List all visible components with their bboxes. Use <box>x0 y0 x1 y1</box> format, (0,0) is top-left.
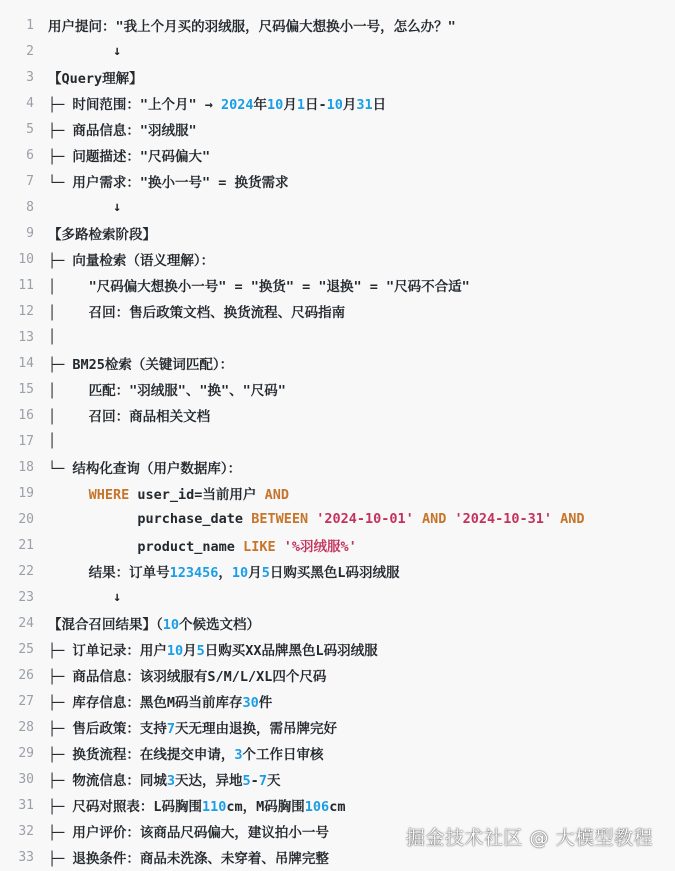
code-token: 年 <box>253 97 268 113</box>
code-token: │ 召回：售后政策文档、换货流程、尺码指南 <box>48 305 346 321</box>
code-token: '%羽绒服%' <box>283 539 357 555</box>
line-code <box>48 535 357 555</box>
code-line <box>0 324 675 350</box>
code-token: '2024-10-01' <box>316 511 414 527</box>
line-code <box>48 93 386 113</box>
code-token <box>48 487 89 503</box>
code-token: ├─ 商品信息："羽绒服" <box>48 123 197 139</box>
code-token: AND <box>421 511 447 527</box>
code-token: ↓ <box>48 43 122 59</box>
line-number: 2 <box>26 43 34 59</box>
line-code <box>48 665 326 685</box>
line-number: 6 <box>26 147 34 163</box>
line-code <box>48 405 210 425</box>
code-token: 【Query理解】 <box>48 71 143 87</box>
code-token: ├─ 用户评价：该商品尺码偏大，建议拍小一号 <box>48 825 329 841</box>
line-number: 17 <box>18 433 34 449</box>
code-token: ， <box>218 565 232 581</box>
code-token: 日- <box>304 97 327 113</box>
code-token: 3 <box>166 773 176 789</box>
line-code <box>48 769 280 789</box>
line-number: 33 <box>18 849 34 865</box>
line-code <box>48 145 210 165</box>
code-line <box>0 38 675 64</box>
code-token: product_name <box>48 539 244 555</box>
code-token: ├─ 库存信息：黑色M码当前库存 <box>48 695 243 711</box>
code-token: ├─ 订单记录：用户 <box>48 643 167 659</box>
code-token: 30 <box>242 695 259 711</box>
code-token: 个候选文档） <box>179 617 261 633</box>
code-token: '2024-10-31' <box>454 511 553 527</box>
code-token: 【多路检索阶段】 <box>48 227 156 243</box>
code-line <box>0 90 675 116</box>
code-token: │ <box>48 433 57 449</box>
code-token: 天 <box>266 773 281 789</box>
line-code <box>48 43 121 59</box>
line-number: 3 <box>26 69 34 85</box>
code-token: │ <box>48 329 57 345</box>
code-line <box>0 688 675 714</box>
code-token: - <box>250 773 259 789</box>
code-token: user_id=当前用户 <box>129 487 265 503</box>
code-token: 106 <box>304 799 330 815</box>
code-token: WHERE <box>88 487 130 503</box>
code-line <box>0 402 675 428</box>
code-token: 10 <box>162 617 180 633</box>
code-line <box>0 636 675 662</box>
code-token: ├─ 换货流程：在线提交申请， <box>48 747 235 763</box>
code-token: ├─ 尺码对照表：L码胸围 <box>48 799 203 815</box>
code-token <box>276 539 284 555</box>
code-token: AND <box>560 511 585 527</box>
line-code <box>48 483 289 503</box>
code-line <box>0 64 675 90</box>
code-token: 5 <box>196 643 205 659</box>
code-token: 天无理由退换，需吊牌完好 <box>175 721 338 737</box>
line-code <box>48 249 214 269</box>
code-line <box>0 194 675 220</box>
code-token: 用户提问："我上个月买的羽绒服，尺码偏大想换小一号，怎么办？" <box>48 19 456 35</box>
code-line <box>0 506 675 532</box>
code-line <box>0 662 675 688</box>
line-code <box>48 353 233 373</box>
code-line <box>0 454 675 480</box>
code-token: cm <box>329 799 346 815</box>
code-token: 月 <box>283 97 297 113</box>
line-number: 1 <box>26 17 34 33</box>
code-line <box>0 350 675 376</box>
line-number: 8 <box>26 199 34 215</box>
line-code <box>48 743 324 763</box>
line-number: 4 <box>26 95 34 111</box>
line-code <box>48 457 241 477</box>
code-token: purchase_date <box>48 511 252 527</box>
line-code <box>48 589 121 605</box>
line-code <box>48 433 56 449</box>
code-token: LIKE <box>243 539 276 555</box>
code-token: └─ 结构化查询（用户数据库）： <box>48 461 242 477</box>
line-code <box>48 691 272 711</box>
code-token: │ "尺码偏大想换小一号" = "换货" = "退换" = "尺码不合适" <box>48 279 470 295</box>
code-token: ├─ 问题描述："尺码偏大" <box>48 149 211 165</box>
code-line <box>0 766 675 792</box>
code-line <box>0 610 675 636</box>
code-token: 3 <box>234 747 243 763</box>
line-code <box>48 795 345 815</box>
line-code <box>48 847 329 867</box>
line-number: 23 <box>18 589 34 605</box>
code-token: 月 <box>183 643 197 659</box>
line-number: 10 <box>18 251 34 267</box>
line-code <box>48 223 156 243</box>
line-code <box>48 561 399 581</box>
line-number: 11 <box>18 277 34 293</box>
code-token: ├─ 商品信息：该羽绒服有S/M/L/XL四个尺码 <box>48 669 327 685</box>
code-line <box>0 792 675 818</box>
line-number: 15 <box>18 381 34 397</box>
code-token: 31 <box>356 97 373 113</box>
line-number: 27 <box>18 693 34 709</box>
code-line <box>0 12 675 38</box>
code-token: ├─ 退换条件：商品未洗涤、未穿着、吊牌完整 <box>48 851 329 867</box>
code-line <box>0 532 675 558</box>
code-token: 10 <box>166 643 184 659</box>
line-number: 32 <box>18 823 34 839</box>
code-token: ↓ <box>48 199 122 215</box>
code-token: 7 <box>166 721 176 737</box>
line-number: 30 <box>18 771 34 787</box>
code-token: 2024 <box>221 97 254 113</box>
code-token: ├─ 时间范围："上个月" → <box>48 97 222 113</box>
code-line <box>0 142 675 168</box>
line-code <box>48 613 260 633</box>
code-token: 10 <box>231 565 249 581</box>
code-line <box>0 740 675 766</box>
line-code <box>48 329 56 345</box>
code-token: 日购买XX品牌黑色L码羽绒服 <box>204 643 378 659</box>
code-token: 【混合召回结果】（ <box>48 617 163 633</box>
code-token: 月 <box>248 565 262 581</box>
code-line <box>0 246 675 272</box>
code-token: 件 <box>258 695 273 711</box>
code-line <box>0 428 675 454</box>
line-code <box>48 199 121 215</box>
line-code <box>48 639 378 659</box>
code-line <box>0 116 675 142</box>
line-code <box>48 717 337 737</box>
line-code <box>48 15 456 35</box>
code-line <box>0 714 675 740</box>
line-number: 5 <box>26 121 34 137</box>
line-number: 14 <box>18 355 34 371</box>
line-number: 19 <box>18 485 34 501</box>
code-line <box>0 168 675 194</box>
watermark: 掘金技术社区 @ 大模型教程 <box>405 827 653 849</box>
line-code <box>48 171 289 191</box>
line-code <box>48 67 143 87</box>
line-number: 26 <box>18 667 34 683</box>
line-number: 31 <box>18 797 34 813</box>
code-token: ├─ BM25检索（关键词匹配）： <box>48 357 234 373</box>
line-number: 22 <box>18 563 34 579</box>
line-number: 18 <box>18 459 34 475</box>
code-line <box>0 376 675 402</box>
code-token: 日 <box>372 97 387 113</box>
line-number: 7 <box>26 173 34 189</box>
line-code <box>48 301 345 321</box>
code-token: 月 <box>342 97 357 113</box>
code-token: ├─ 向量检索（语义理解）： <box>48 253 215 269</box>
code-token: 10 <box>267 97 284 113</box>
code-token: │ 召回：商品相关文档 <box>48 409 211 425</box>
line-number: 20 <box>18 511 34 527</box>
line-code <box>48 379 286 399</box>
line-code <box>48 821 329 841</box>
line-number: 9 <box>26 225 34 241</box>
line-number: 24 <box>18 615 34 631</box>
code-token: 1 <box>296 97 305 113</box>
line-number: 29 <box>18 745 34 761</box>
code-token: 日购买黑色L码羽绒服 <box>269 565 400 581</box>
code-token: 10 <box>326 97 343 113</box>
code-token: AND <box>264 487 289 503</box>
code-line <box>0 558 675 584</box>
line-number: 16 <box>18 407 34 423</box>
code-token: ↓ <box>48 589 122 605</box>
code-token: 结果：订单号 <box>48 565 170 581</box>
code-token: 7 <box>258 773 267 789</box>
code-token: 5 <box>261 565 270 581</box>
line-number: 25 <box>18 641 34 657</box>
code-token: ├─ 售后政策：支持 <box>48 721 167 737</box>
code-line <box>0 272 675 298</box>
code-token: │ 匹配："羽绒服"、"换"、"尺码" <box>48 383 286 399</box>
line-code <box>48 119 197 139</box>
line-code <box>48 275 470 295</box>
code-token: 123456 <box>169 565 219 581</box>
line-code <box>48 511 585 527</box>
code-line <box>0 584 675 610</box>
code-token: 110 <box>202 799 227 815</box>
code-token: 5 <box>242 773 251 789</box>
code-token: cm，M码胸围 <box>226 799 305 815</box>
line-number: 13 <box>18 329 34 345</box>
code-line <box>0 480 675 506</box>
code-token: BETWEEN <box>251 511 309 527</box>
code-line <box>0 298 675 324</box>
code-token: └─ 用户需求："换小一号" = 换货需求 <box>48 175 289 191</box>
code-token: ├─ 物流信息：同城 <box>48 773 167 789</box>
code-line <box>0 220 675 246</box>
line-number: 12 <box>18 303 34 319</box>
code-token <box>552 511 560 527</box>
line-number: 21 <box>18 537 34 553</box>
code-token <box>414 511 422 527</box>
line-number: 28 <box>18 719 34 735</box>
code-token: 天达，异地 <box>175 773 243 789</box>
code-token: 个工作日审核 <box>242 747 324 763</box>
